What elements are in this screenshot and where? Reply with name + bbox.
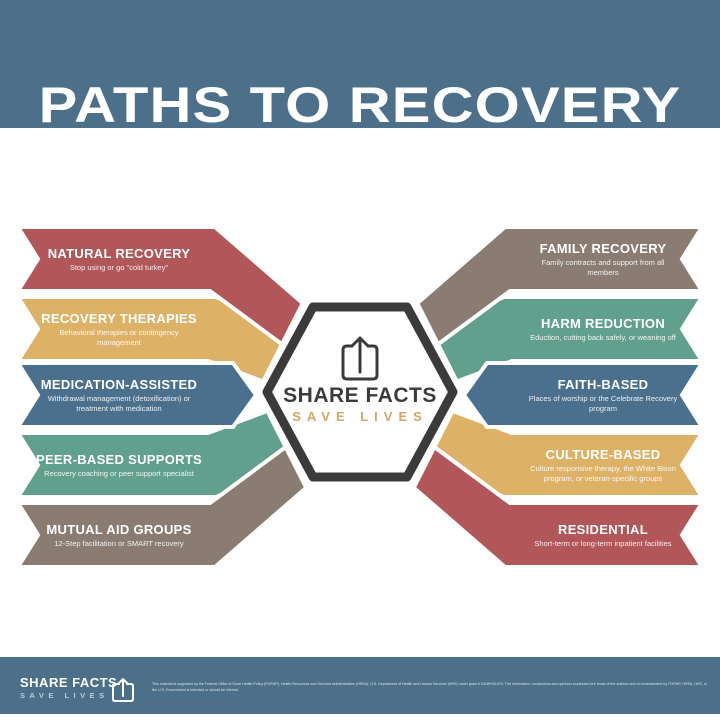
ribbon-faith-based xyxy=(464,363,702,427)
path-subtitle: Short-term or long-term inpatient facilities xyxy=(534,539,672,549)
path-subtitle: 12-Step facilitation or SMART recovery xyxy=(54,539,184,549)
hexagon-subtitle: SAVE LIVES xyxy=(292,409,428,424)
hexagon-title: SHARE FACTS xyxy=(283,384,437,407)
path-title: NATURAL RECOVERY xyxy=(47,245,191,261)
path-title: HARM REDUCTION xyxy=(540,315,666,331)
footer-share-icon xyxy=(110,676,136,704)
hexagon xyxy=(267,307,453,477)
path-title: FAMILY RECOVERY xyxy=(539,241,667,257)
path-title: MUTUAL AID GROUPS xyxy=(46,521,192,537)
path-title: MEDICATION-ASSISTED xyxy=(40,377,198,393)
path-subtitle: Recovery coaching or peer support specialist xyxy=(44,469,194,479)
footer-disclaimer: This material is supported by the Federal Office of Rural Health Policy (FORHP), Health Resources and Services Administration (HRSA), U.S. Department of Health and Human Services (HHS) under grant # D04RH31479. The information, conclusions and opinions expressed are those of the authors and no endorsement by FORHP, HRSA, HHS, or the U.S. Government is intended or should be inferred. xyxy=(152,682,708,692)
path-subtitle: Withdrawal management (detoxification) or treatment with medication xyxy=(47,394,191,414)
path-title: RESIDENTIAL xyxy=(558,521,648,537)
path-subtitle: Culture responsive therapy, the White Bison program, or veteran-specific groups xyxy=(530,464,676,484)
path-subtitle: Behavioral therapies or contingency management xyxy=(59,328,179,348)
path-subtitle: Family contracts and support from all members xyxy=(541,258,665,278)
path-subtitle: Places of worship or the Celebrate Recovery program xyxy=(528,394,678,414)
path-subtitle: Stop using or go "cold turkey" xyxy=(69,263,169,273)
path-title: FAITH-BASED xyxy=(557,377,649,393)
path-subtitle: Eduction, cutting back safely, or weaning off xyxy=(530,333,676,343)
path-title: PEER-BASED SUPPORTS xyxy=(35,451,203,467)
footer-brand xyxy=(20,676,117,700)
path-title: RECOVERY THERAPIES xyxy=(41,311,197,327)
ribbon-medication-assisted xyxy=(18,363,256,427)
path-title: CULTURE-BASED xyxy=(545,447,661,463)
footer-brand-subtitle: SAVE LIVES xyxy=(20,691,109,700)
footer-brand-title: SHARE FACTS xyxy=(20,675,118,690)
page-title: PATHS TO RECOVERY xyxy=(38,77,682,133)
